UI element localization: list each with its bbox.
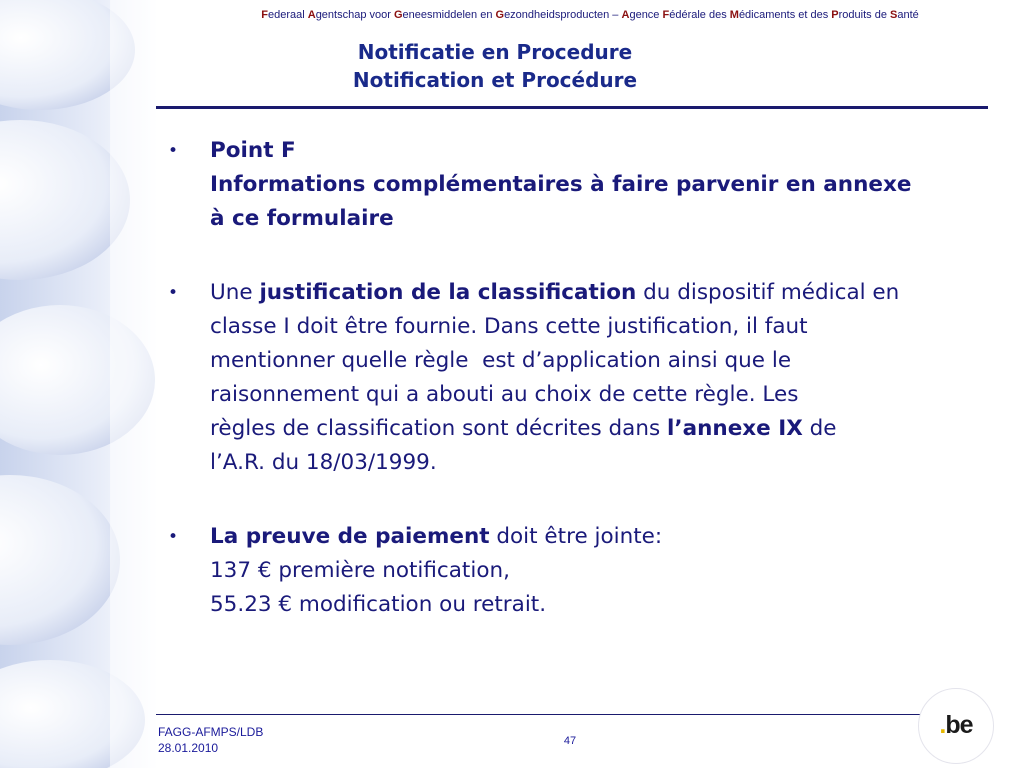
bullet-justification: • Une justification de la classification du dispositif médical en classe I doit être fournie. Dans cette justification, il faut mentionner quelle règle est d’application ainsi que le raisonnement qui a abouti au choix de cette règle. Les règles de classification sont décrites dans l’annexe IX de l’A.R. du 18/03/1999.	[168, 276, 1003, 480]
org-part: Agentschap voor	[307, 9, 394, 21]
org-part: Produits de	[831, 9, 890, 21]
footer-code: FAGG-AFMPS/LDB	[158, 725, 264, 739]
org-part: Geneesmiddelen en	[393, 9, 496, 21]
title-divider	[156, 106, 988, 109]
org-part: Santé	[890, 9, 919, 21]
org-part: Fédérale des	[662, 9, 730, 21]
slide-title	[290, 38, 700, 94]
footer-info	[158, 724, 263, 756]
emphasis-annexe: l’annexe IX	[667, 416, 803, 441]
bullet-point-f: • Point F Informations complémentaires à faire parvenir en annexe à ce formulaire	[168, 134, 1003, 236]
organization-header	[160, 9, 1020, 21]
bullet-payment: • La preuve de paiement doit être jointe: 137 € première notification, 55.23 € modification ou retrait.	[168, 520, 1003, 622]
bullet-marker: •	[168, 141, 179, 161]
page-number: 47	[563, 735, 577, 747]
bullet-marker: •	[168, 527, 179, 547]
slide-content	[168, 134, 1003, 622]
org-part: Gezondheidsproducten –	[495, 9, 622, 21]
org-part: Médicaments et des	[729, 9, 832, 21]
title-line-dutch: Notificatie en Procedure	[357, 40, 633, 64]
emphasis-payment: La preuve de paiement	[210, 524, 490, 549]
footer-date: 28.01.2010	[158, 741, 219, 755]
org-part: Federaal	[261, 9, 308, 21]
pill-background-image	[0, 0, 160, 768]
be-logo: .be	[918, 688, 994, 764]
org-part: Agence	[621, 9, 663, 21]
footer-divider	[156, 714, 920, 715]
emphasis-justification: justification de la classification	[259, 280, 637, 305]
title-line-french: Notification et Procédure	[352, 68, 638, 92]
bullet-marker: •	[168, 283, 179, 303]
